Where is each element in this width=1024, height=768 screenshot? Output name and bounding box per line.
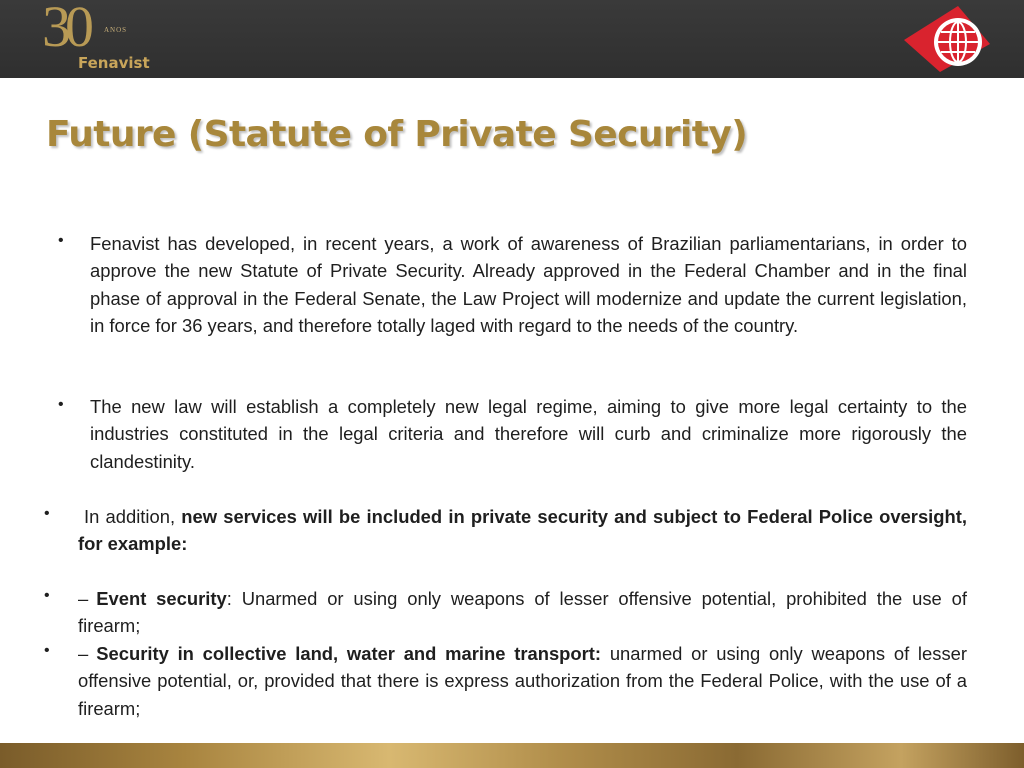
bullet-icon: • <box>58 396 64 413</box>
fenavist-30-anos-logo <box>40 0 170 74</box>
bullet-icon: • <box>44 642 50 659</box>
item-text: : Unarmed or using only weapons of lesser offensive potential, prohibited the use of firearm; <box>78 588 967 637</box>
footer-band <box>0 743 1024 768</box>
item-event-security <box>78 585 967 640</box>
paragraph-new-law: The new law will establish a completely new legal regime, aiming to give more legal certainty to the industries constituted in the legal criteria and therefore will curb and criminalize more rigorously the clandestinity. <box>90 396 967 472</box>
item-text: unarmed or using only weapons of lesser offensive potential, or, provided that there is express authorization from the Federal Police, with the use of a firearm; <box>78 643 967 719</box>
item-heading: Event security <box>96 588 227 609</box>
bullet-icon: • <box>44 587 50 604</box>
logo-brand: Fenavist <box>78 54 150 72</box>
logo-anos: ANOS <box>104 26 128 34</box>
header-bar <box>0 0 1024 78</box>
bullet-icon: • <box>44 505 50 522</box>
bullet-icon: • <box>58 232 64 249</box>
globe-icon <box>900 4 992 74</box>
paragraph-emphasis: new services will be included in private security and subject to Federal Police oversight, for example: <box>78 506 967 555</box>
item-heading: Security in collective land, water and marine transport: <box>96 643 602 664</box>
dash-marker: – <box>78 643 89 664</box>
paragraph-awareness: Fenavist has developed, in recent years, a work of awareness of Brazilian parliamentarians, in order to approve the new Statute of Private Security. Already approved in the Federal Chamber and in the final phase of approval in the Federal Senate, the Law Project will modernize and update the current legislation, in force for 36 years, and therefore totally laged with regard to the needs of the country. <box>90 233 967 336</box>
slide-title: Future (Statute of Private Security) <box>46 114 748 155</box>
dash-marker: – <box>78 588 89 609</box>
paragraph-new-services <box>78 503 967 558</box>
item-transport-security <box>78 640 967 722</box>
logo-number: 30 <box>42 0 88 59</box>
paragraph-lead: In addition, <box>84 506 182 527</box>
